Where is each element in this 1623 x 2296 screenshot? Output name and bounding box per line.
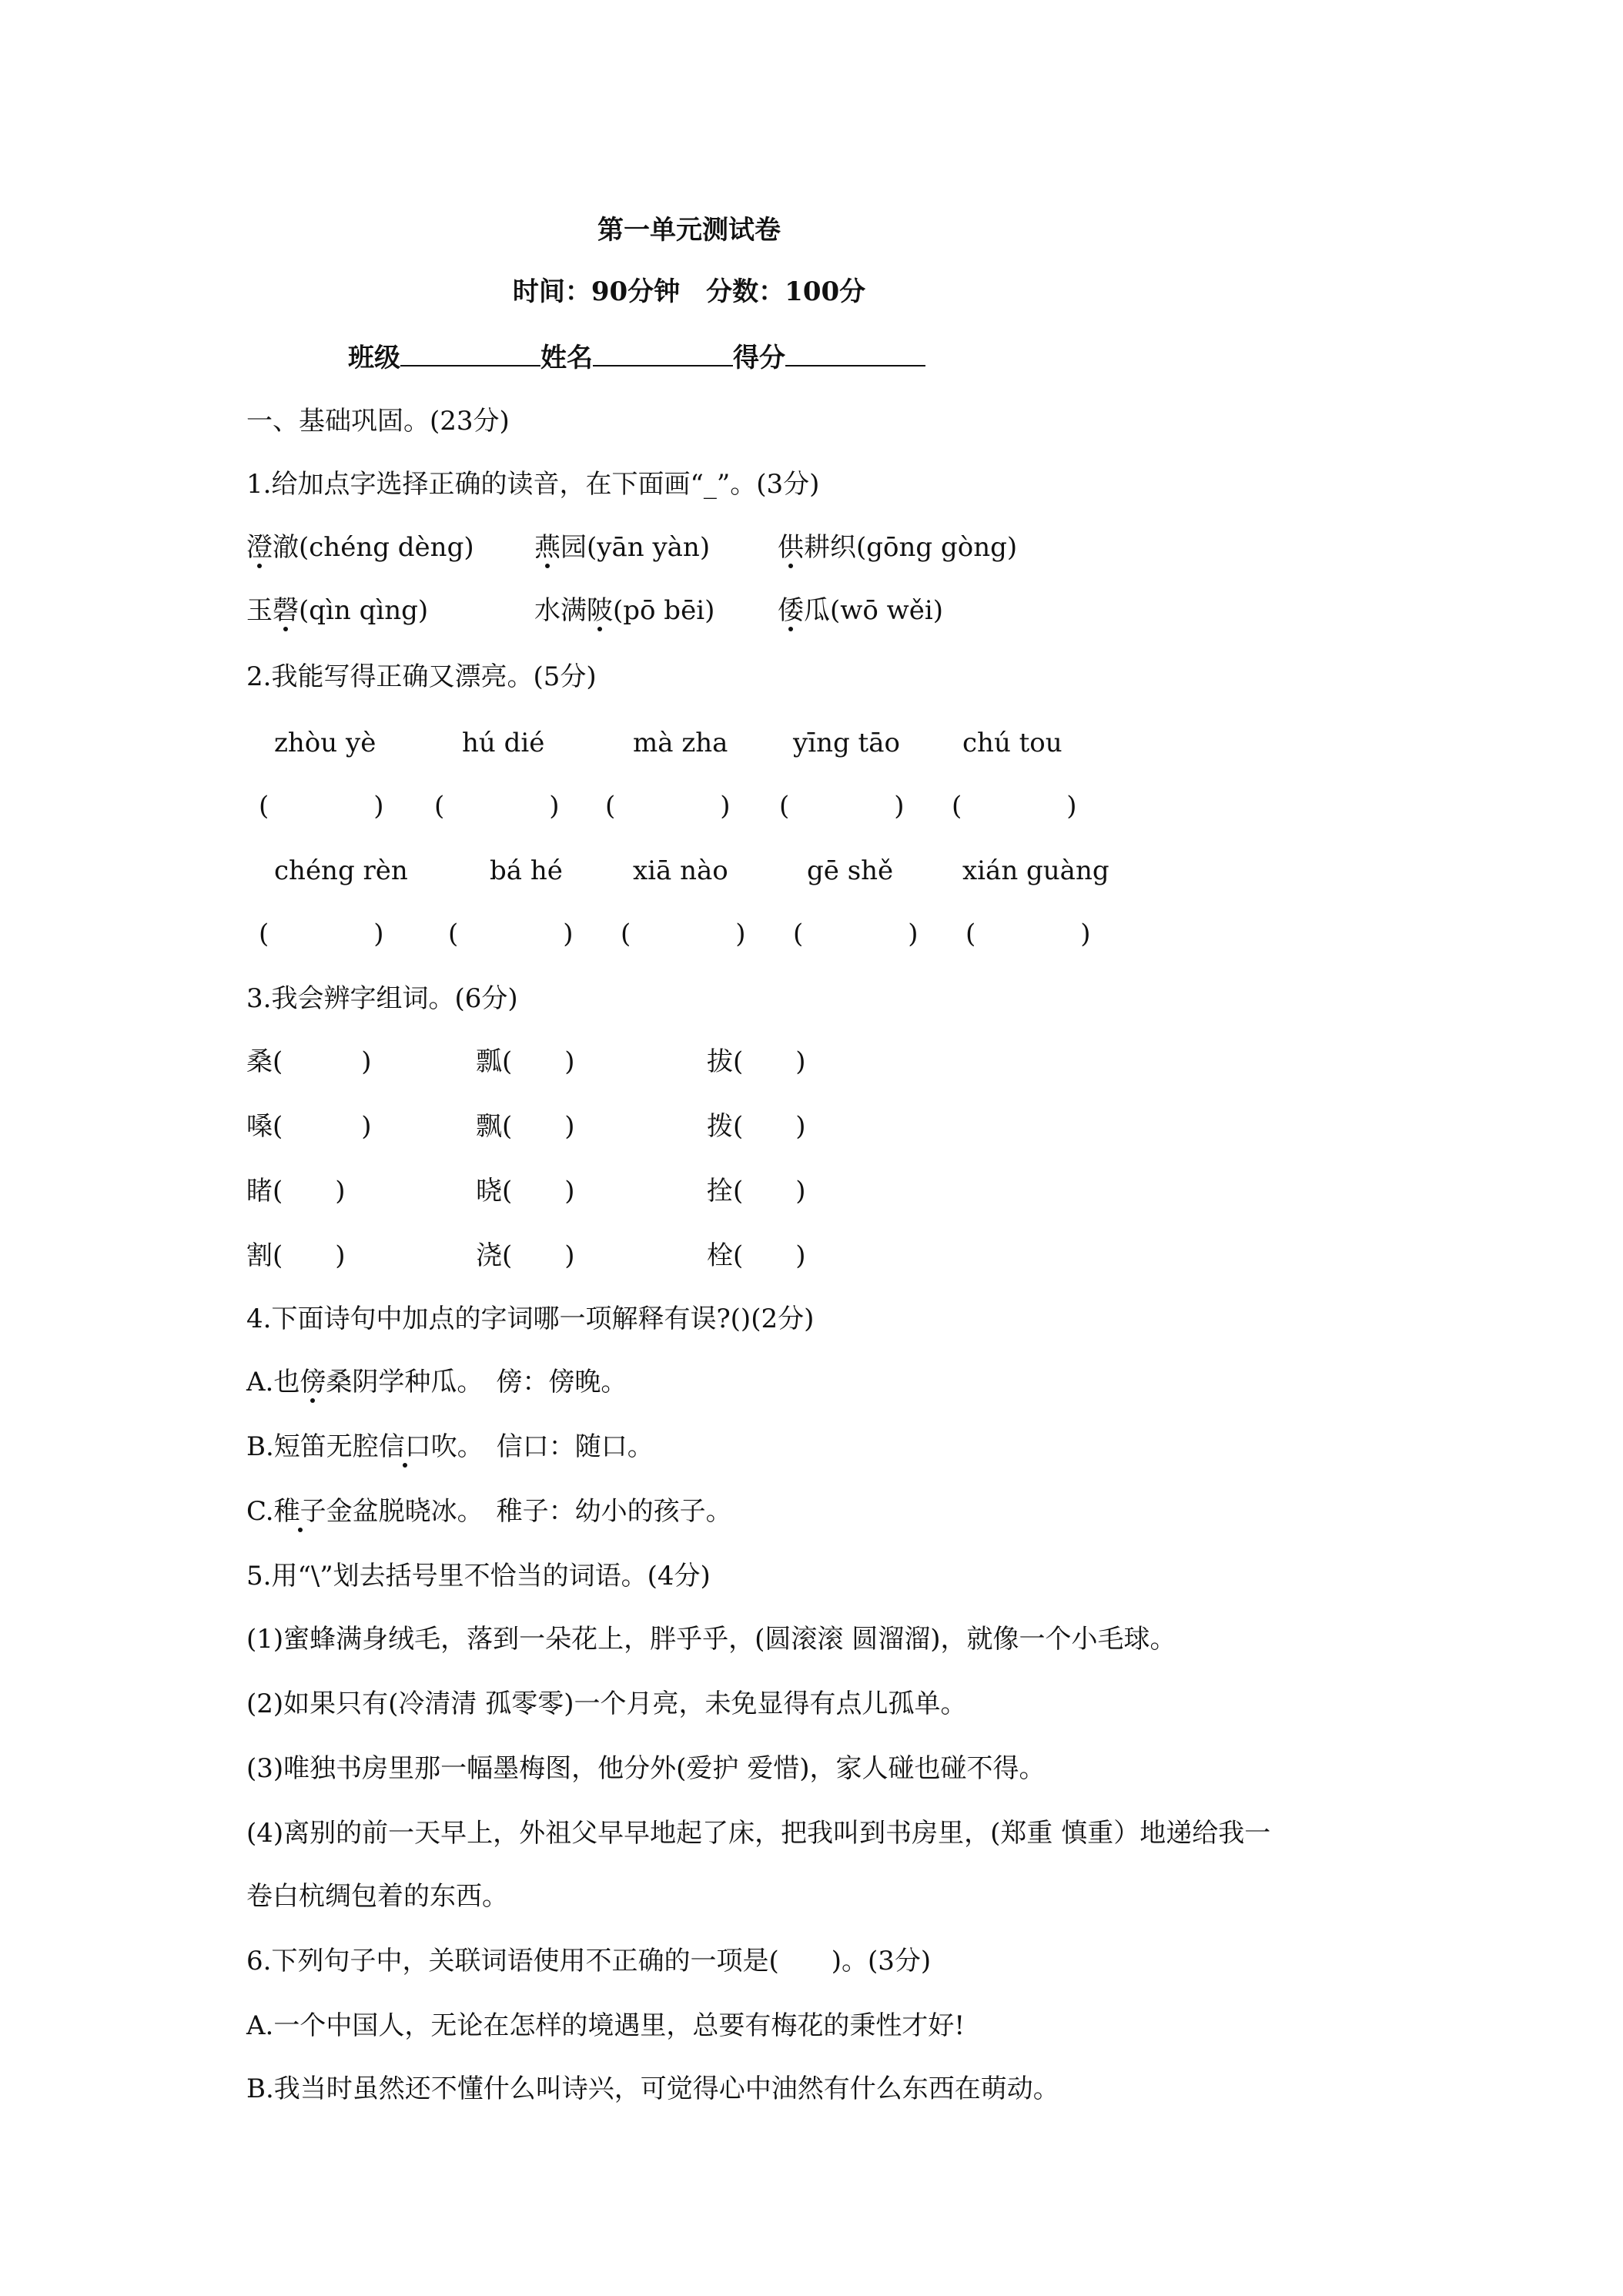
pinyin-label: hú dié — [462, 728, 545, 758]
answer-bracket[interactable]: ( ) — [273, 1240, 346, 1271]
q5-prompt: 5.用“\”划去括号里不恰当的词语。(4分) — [246, 1561, 711, 1591]
answer-bracket[interactable]: ( ) — [733, 1240, 806, 1271]
name-label: 姓名 — [540, 343, 593, 373]
pinyin-label: zhòu yè — [274, 728, 376, 758]
char-item: 晓( ) — [476, 1176, 575, 1207]
answer-bracket[interactable]: ( ) — [733, 1046, 806, 1077]
q4-option-a[interactable]: A.也傍桑阴学种瓜。 傍：傍晚。 — [246, 1367, 627, 1397]
answer-bracket[interactable]: ( ) — [793, 919, 919, 949]
answer-bracket[interactable]: ( ) — [434, 791, 560, 822]
answer-bracket[interactable]: ( ) — [502, 1111, 575, 1142]
q4-prompt: 4.下面诗句中加点的字词哪一项解释有误?()(2分) — [246, 1304, 815, 1334]
char-item: 拔( ) — [707, 1046, 806, 1077]
pinyin-label: chéng rèn — [274, 855, 408, 886]
answer-bracket[interactable]: ( ) — [259, 791, 384, 822]
char-item: 浇( ) — [476, 1240, 575, 1271]
page-title: 第一单元测试卷 — [597, 215, 781, 246]
name-blank[interactable] — [593, 342, 733, 366]
q1-item: 燕园(yān yàn) — [534, 532, 711, 563]
char-item: 飘( ) — [476, 1111, 575, 1142]
pinyin-label: xián guàng — [962, 855, 1109, 886]
answer-bracket[interactable]: ( ) — [621, 919, 746, 949]
answer-bracket[interactable]: ( ) — [605, 791, 731, 822]
answer-bracket[interactable]: ( ) — [733, 1111, 806, 1142]
student-info-row — [348, 342, 925, 371]
char-item: 拴( ) — [707, 1176, 806, 1207]
section-heading: 一、基础巩固。(23分) — [246, 406, 510, 437]
score-label: 得分 — [733, 343, 785, 373]
q1-item: 玉磬(qìn qìng) — [246, 595, 429, 626]
q5-sentence-cont: 卷白杭绸包着的东西。 — [246, 1881, 508, 1912]
q4-option-c[interactable]: C.稚子金盆脱晓冰。 稚子：幼小的孩子。 — [246, 1496, 732, 1527]
answer-bracket[interactable]: ( ) — [779, 791, 905, 822]
q5-sentence: (1)蜜蜂满身绒毛，落到一朵花上，胖乎乎，(圆滚滚 圆溜溜)，就像一个小毛球。 — [246, 1624, 1176, 1655]
char-item: 瓢( ) — [476, 1046, 575, 1077]
answer-bracket[interactable]: ( ) — [952, 791, 1077, 822]
exam-meta: 时间：90分钟 分数：100分 — [512, 276, 866, 307]
score-blank[interactable] — [785, 342, 925, 366]
char-item: 拨( ) — [707, 1111, 806, 1142]
answer-bracket[interactable]: ( ) — [273, 1046, 372, 1077]
pinyin-label: gē shě — [807, 855, 894, 886]
pinyin-label: xiā nào — [633, 855, 728, 886]
q6-option-a[interactable]: A.一个中国人，无论在怎样的境遇里，总要有梅花的秉性才好! — [246, 2010, 965, 2041]
class-label: 班级 — [348, 343, 400, 373]
char-item: 桑( ) — [246, 1046, 372, 1077]
answer-bracket[interactable]: ( ) — [502, 1176, 575, 1207]
answer-bracket[interactable]: ( ) — [273, 1176, 346, 1207]
answer-bracket[interactable]: ( ) — [733, 1176, 806, 1207]
answer-bracket[interactable]: ( ) — [259, 919, 384, 949]
q5-sentence: (4)离别的前一天早上，外祖父早早地起了床，把我叫到书房里，(郑重 慎重）地递给我一 — [246, 1818, 1271, 1849]
char-item: 嗓( ) — [246, 1111, 372, 1142]
q1-item: 水满陂(pō bēi) — [534, 595, 715, 626]
pinyin-label: yīng tāo — [793, 728, 900, 758]
q4-option-b[interactable]: B.短笛无腔信口吹。 信口：随口。 — [246, 1431, 654, 1462]
pinyin-label: bá hé — [490, 855, 563, 886]
char-item: 睹( ) — [246, 1176, 346, 1207]
q5-sentence: (2)如果只有(冷清清 孤零零)一个月亮，未免显得有点儿孤单。 — [246, 1689, 967, 1719]
answer-bracket[interactable]: ( ) — [965, 919, 1091, 949]
q5-sentence: (3)唯独书房里那一幅墨梅图，他分外(爱护 爱惜)，家人碰也碰不得。 — [246, 1753, 1046, 1784]
q3-prompt: 3.我会辨字组词。(6分) — [246, 983, 518, 1014]
q1-item: 倭瓜(wō wěi) — [778, 595, 944, 626]
class-blank[interactable] — [400, 342, 540, 366]
char-item: 栓( ) — [707, 1240, 806, 1271]
answer-bracket[interactable]: ( ) — [448, 919, 574, 949]
pinyin-label: chú tou — [962, 728, 1062, 758]
q1-item: 供耕织(gōng gòng) — [778, 532, 1018, 563]
char-item: 割( ) — [246, 1240, 346, 1271]
answer-bracket[interactable]: ( ) — [273, 1111, 372, 1142]
q1-prompt: 1.给加点字选择正确的读音，在下面画“_”。(3分) — [246, 469, 820, 500]
answer-bracket[interactable]: ( ) — [502, 1046, 575, 1077]
q6-option-b[interactable]: B.我当时虽然还不懂什么叫诗兴，可觉得心中油然有什么东西在萌动。 — [246, 2073, 1059, 2104]
pinyin-label: mà zha — [633, 728, 728, 758]
answer-bracket[interactable]: ( ) — [502, 1240, 575, 1271]
q6-prompt: 6.下列句子中，关联词语使用不正确的一项是( )。(3分) — [246, 1946, 932, 1976]
q1-item: 澄澈(chéng dèng) — [246, 532, 474, 563]
q2-prompt: 2.我能写得正确又漂亮。(5分) — [246, 661, 597, 692]
